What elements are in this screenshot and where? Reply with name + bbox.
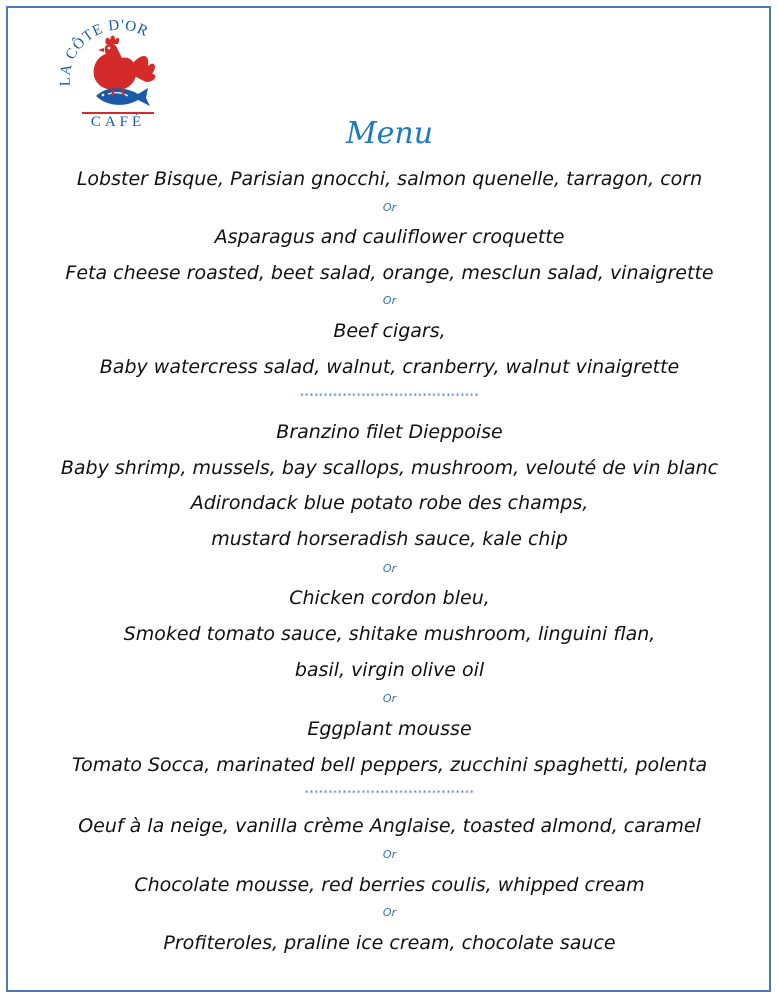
logo-arc-text: LA CÔTE D'OR: [58, 17, 152, 87]
or-separator: Or: [382, 294, 397, 307]
or-separator: Or: [382, 848, 397, 861]
or-separator: Or: [382, 562, 397, 575]
logo-cafe-text: CAFÉ: [90, 114, 146, 130]
menu-item-line: basil, virgin olive oil: [294, 659, 485, 681]
menu-item-line: Profiteroles, praline ice cream, chocolate sauce: [163, 932, 616, 954]
menu-item-line: Smoked tomato sauce, shitake mushroom, linguini flan,: [123, 623, 656, 645]
or-separator: Or: [382, 906, 397, 919]
menu-item-line: Eggplant mousse: [307, 718, 472, 740]
menu-item-line: mustard horseradish sauce, kale chip: [211, 528, 568, 550]
menu-item-line: Chocolate mousse, red berries coulis, whipped cream: [134, 874, 645, 896]
menu-item-line: Baby shrimp, mussels, bay scallops, mushroom, velouté de vin blanc: [60, 457, 719, 479]
rooster-emblem: [58, 14, 178, 114]
menu-item-line: Adirondack blue potato robe des champs,: [190, 492, 589, 514]
or-separator: Or: [382, 201, 397, 214]
menu-item-line: Beef cigars,: [333, 320, 446, 342]
menu-item-line: Asparagus and cauliflower croquette: [214, 226, 565, 248]
menu-title: Menu: [345, 116, 434, 151]
menu-item-line: Lobster Bisque, Parisian gnocchi, salmon quenelle, tarragon, corn: [76, 168, 703, 190]
menu-item-line: Tomato Socca, marinated bell peppers, zucchini spaghetti, polenta: [71, 754, 708, 776]
menu-item-line: Chicken cordon bleu,: [289, 587, 490, 609]
menu-item-line: Oeuf à la neige, vanilla crème Anglaise, toasted almond, caramel: [78, 815, 701, 837]
section-separator: **************************************: [299, 392, 480, 400]
menu-item-line: Baby watercress salad, walnut, cranberry, walnut vinaigrette: [99, 356, 680, 378]
or-separator: Or: [382, 692, 397, 705]
menu-item-line: Branzino filet Dieppoise: [276, 421, 503, 443]
section-separator: ************************************: [304, 789, 475, 797]
menu-item-line: Feta cheese roasted, beet salad, orange, mesclun salad, vinaigrette: [65, 262, 714, 284]
